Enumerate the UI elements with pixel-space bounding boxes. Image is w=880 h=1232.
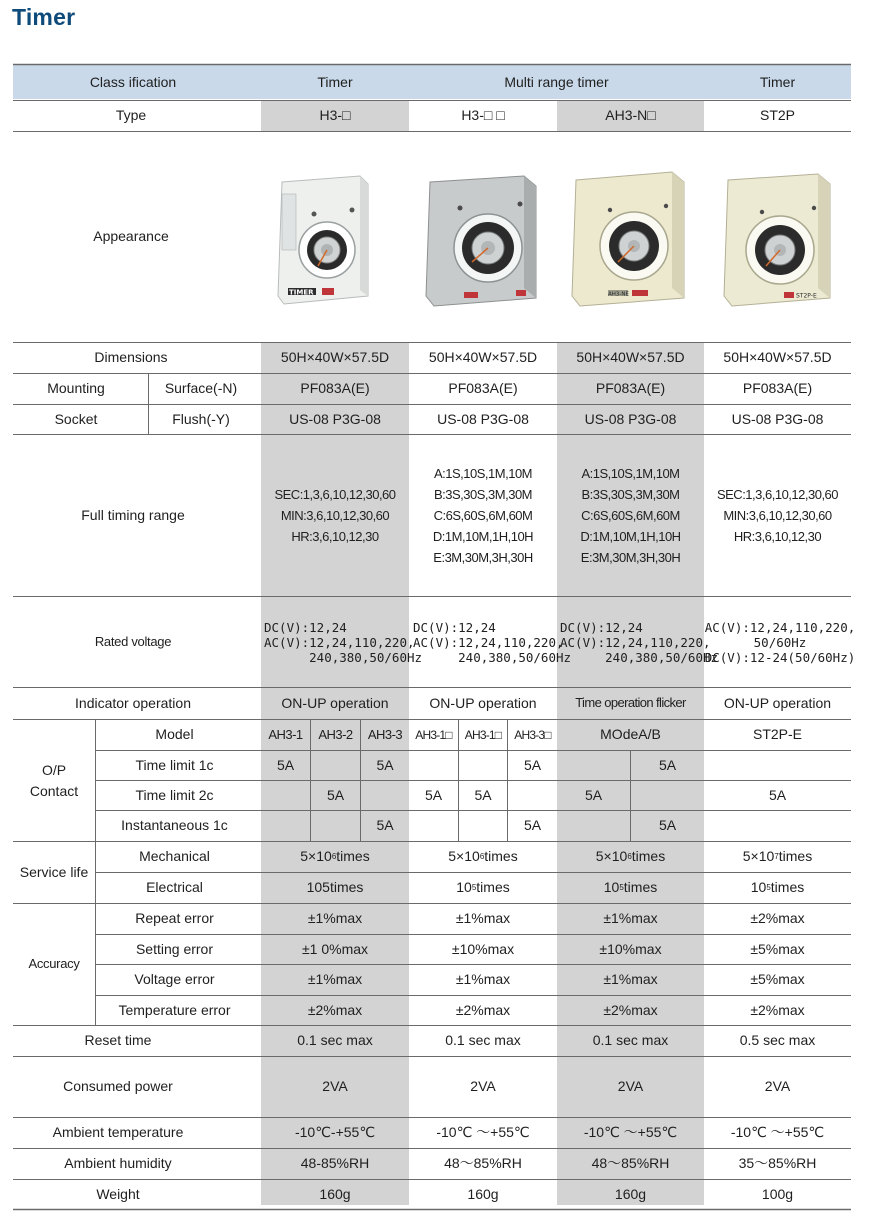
- time-limit-2c-label: Time limit 2c: [135, 786, 214, 803]
- accuracy-value: ±5%max: [750, 971, 805, 988]
- consumed-power-value: 2VA: [617, 1078, 644, 1095]
- op-contact-label: O/P Contact: [29, 761, 79, 799]
- reset-time-value: 0.1 sec max: [592, 1032, 669, 1049]
- mounting-value: PF083A(E): [448, 380, 518, 397]
- timer-h3-image: [272, 170, 372, 310]
- voltage-value: AC(V):12,24,110,220, 50/60Hz DC(V):12-24(50/60Hz): [704, 619, 856, 665]
- setting-error-label: Setting error: [135, 940, 214, 957]
- accuracy-value: ±2%max: [603, 1001, 658, 1018]
- op-cell: [459, 811, 507, 841]
- op-cell: 5A: [658, 817, 677, 834]
- indicator-value: Time operation flicker: [575, 695, 686, 711]
- mechanical-value: 5×10 6 times: [300, 848, 370, 865]
- op-cell: 5A: [768, 786, 787, 803]
- weight-value: 160g: [319, 1185, 351, 1202]
- accuracy-value: ±1%max: [307, 971, 363, 988]
- op-cell: [704, 811, 851, 841]
- op-cell: [261, 811, 310, 841]
- op-cell: [508, 781, 557, 810]
- type-value: AH3-N□: [605, 107, 656, 124]
- op-cell: 5A: [523, 817, 542, 834]
- timing-value: A:1S,10S,1M,10M B:3S,30S,3M,30M C:6S,60S,6M,60M D:1M,10M,1H,10H E:3M,30M,3H,30H: [432, 466, 534, 565]
- accuracy-value: ±2%max: [750, 1001, 805, 1018]
- timing-value: SEC:1,3,6,10,12,30,60 MIN:3,6,10,12,30,60 HR:3,6,10,12,30: [716, 487, 839, 544]
- op-cell: 5A: [424, 786, 443, 803]
- op-cell: 5A: [658, 756, 677, 773]
- op-cell: [557, 751, 630, 780]
- type-label: Type: [115, 107, 147, 124]
- ambient-humidity-value: 48～85%RH: [591, 1155, 670, 1172]
- op-cell: 5A: [376, 756, 394, 773]
- dimensions-value: 50H×40W×57.5D: [428, 349, 538, 366]
- weight-label: Weight: [96, 1185, 140, 1202]
- voltage-label: Rated voltage: [94, 633, 172, 649]
- socket-value: US-08 P3G-08: [584, 410, 677, 427]
- type-value: H3-□ □: [461, 107, 505, 124]
- accuracy-value: ±1%max: [603, 910, 658, 927]
- header-multi-range: Multi range timer: [504, 73, 609, 90]
- device-label: AH3-NE: [608, 291, 629, 298]
- timer-h3-multi-image: [420, 170, 545, 310]
- header-timer-1: Timer: [317, 73, 353, 90]
- voltage-value: DC(V):12,24 AC(V):12,24,110,220, 240,380,50/60Hz: [264, 619, 423, 665]
- op-cell: [704, 751, 851, 780]
- dimensions-label: Dimensions: [94, 349, 168, 366]
- accuracy-value: ±1 0%max: [301, 940, 369, 957]
- accuracy-label: Accuracy: [28, 956, 80, 972]
- consumed-power-value: 2VA: [470, 1078, 496, 1095]
- weight-value: 160g: [467, 1185, 499, 1202]
- dimensions-value: 50H×40W×57.5D: [576, 349, 685, 366]
- dimensions-value: 50H×40W×57.5D: [280, 349, 390, 366]
- mounting-label: Mounting: [47, 380, 105, 397]
- mounting-value: PF083A(E): [300, 380, 370, 397]
- timer-st2p-image: [718, 168, 836, 313]
- reset-time-value: 0.1 sec max: [297, 1032, 373, 1049]
- accuracy-value: ±10%max: [599, 940, 662, 957]
- accuracy-value: ±2%max: [307, 1001, 363, 1018]
- ambient-temperature-value: -10℃ ～+55℃: [436, 1124, 530, 1141]
- op-cell: 5A: [276, 756, 295, 773]
- op-cell: [631, 781, 704, 810]
- op-cell: [459, 751, 507, 780]
- op-cell: [361, 781, 409, 810]
- op-cell: [311, 811, 360, 841]
- accuracy-value: ±1%max: [455, 910, 511, 927]
- socket-value: US-08 P3G-08: [731, 410, 824, 427]
- model-value: ST2P-E: [752, 726, 802, 743]
- time-limit-1c-label: Time limit 1c: [135, 756, 214, 773]
- ambient-humidity-value: 48～85%RH: [444, 1155, 522, 1172]
- timing-label: Full timing range: [81, 506, 185, 523]
- consumed-power-value: 2VA: [764, 1078, 791, 1095]
- electrical-value: 105times: [306, 879, 364, 896]
- socket-value: US-08 P3G-08: [437, 410, 529, 427]
- model-label: Model: [155, 726, 194, 743]
- mechanical-value: 5×10 7 times: [742, 848, 813, 865]
- model-value: AH3-3□: [514, 727, 551, 742]
- accuracy-value: ±1%max: [455, 971, 511, 988]
- model-value: AH3-1□: [415, 727, 452, 742]
- electrical-label: Electrical: [146, 879, 203, 896]
- ambient-temperature-value: -10℃ ～+55℃: [583, 1124, 678, 1141]
- type-value: H3-□: [319, 107, 351, 124]
- ambient-humidity-value: 48-85%RH: [300, 1155, 370, 1172]
- indicator-value: ON-UP operation: [429, 694, 537, 711]
- header-classification: Class ification: [89, 73, 177, 90]
- socket-sub-label: Flush(-Y): [172, 410, 230, 427]
- ambient-humidity-label: Ambient humidity: [64, 1155, 172, 1172]
- ambient-temperature-value: -10℃-+55℃: [294, 1124, 376, 1141]
- device-label: TIMER: [289, 288, 314, 297]
- op-cell: 5A: [376, 817, 394, 834]
- page-title: Timer: [12, 4, 76, 30]
- model-value: AH3-3: [367, 726, 403, 742]
- timing-value: A:1S,10S,1M,10M B:3S,30S,3M,30M C:6S,60S,6M,60M D:1M,10M,1H,10H E:3M,30M,3H,30H: [580, 466, 681, 565]
- electrical-value: 10 5 times: [750, 879, 805, 896]
- weight-value: 160g: [614, 1185, 647, 1202]
- socket-value: US-08 P3G-08: [289, 410, 381, 427]
- mechanical-value: 5×10 6 times: [595, 848, 666, 865]
- accuracy-value: ±2%max: [455, 1001, 511, 1018]
- reset-time-value: 0.1 sec max: [445, 1032, 521, 1049]
- accuracy-value: ±1%max: [307, 910, 363, 927]
- op-cell: [311, 751, 360, 780]
- op-cell: [557, 811, 630, 841]
- model-value: AH3-2: [318, 726, 353, 742]
- mechanical-label: Mechanical: [139, 848, 210, 865]
- header-timer-2: Timer: [759, 73, 796, 90]
- accuracy-value: ±10%max: [451, 940, 515, 957]
- indicator-label: Indicator operation: [75, 694, 191, 711]
- op-cell: [409, 811, 458, 841]
- weight-value: 100g: [761, 1185, 794, 1202]
- consumed-power-value: 2VA: [322, 1078, 348, 1095]
- device-label: ST2P-E: [796, 292, 817, 300]
- indicator-value: ON-UP operation: [281, 694, 389, 711]
- temperature-error-label: Temperature error: [118, 1001, 231, 1018]
- mounting-value: PF083A(E): [742, 380, 813, 397]
- mechanical-value: 5×10 6 times: [448, 848, 518, 865]
- electrical-value: 10 5 times: [456, 879, 510, 896]
- timing-value: SEC:1,3,6,10,12,30,60 MIN:3,6,10,12,30,60 HR:3,6,10,12,30: [274, 487, 396, 544]
- timer-ah3-image: [568, 166, 688, 311]
- model-value: MOdeA/B: [600, 726, 661, 743]
- ambient-humidity-value: 35～85%RH: [738, 1155, 817, 1172]
- voltage-error-label: Voltage error: [134, 971, 215, 988]
- accuracy-value: ±1%max: [603, 971, 658, 988]
- instantaneous-1c-label: Instantaneous 1c: [121, 817, 228, 834]
- reset-time-value: 0.5 sec max: [739, 1032, 816, 1049]
- reset-time-label: Reset time: [84, 1032, 152, 1049]
- op-cell: 5A: [326, 786, 345, 803]
- electrical-value: 10 5 times: [603, 879, 658, 896]
- type-value: ST2P: [759, 107, 795, 124]
- op-cell: [261, 781, 310, 810]
- accuracy-value: ±5%max: [750, 940, 805, 957]
- mounting-value: PF083A(E): [595, 380, 666, 397]
- socket-label: Socket: [54, 410, 98, 427]
- mounting-sub-label: Surface(-N): [164, 380, 238, 397]
- op-cell: 5A: [584, 786, 603, 803]
- ambient-temperature-value: -10℃ ～+55℃: [730, 1124, 825, 1141]
- voltage-value: DC(V):12,24 AC(V):12,24,110,220, 240,380,50/60Hz: [413, 619, 572, 665]
- model-value: AH3-1: [268, 726, 303, 742]
- appearance-label: Appearance: [93, 228, 169, 245]
- service-life-label: Service life: [19, 863, 89, 880]
- repeat-error-label: Repeat error: [135, 910, 214, 927]
- consumed-power-label: Consumed power: [63, 1078, 173, 1095]
- indicator-value: ON-UP operation: [723, 694, 832, 711]
- voltage-value: DC(V):12,24 AC(V):12,24,110,220, 240,380,50/60Hz: [560, 619, 719, 665]
- accuracy-value: ±2%max: [750, 910, 805, 927]
- op-cell: 5A: [474, 786, 492, 803]
- dimensions-value: 50H×40W×57.5D: [723, 349, 832, 366]
- ambient-temperature-label: Ambient temperature: [52, 1124, 184, 1141]
- op-cell: 5A: [523, 756, 542, 773]
- model-value: AH3-1□: [464, 727, 502, 742]
- op-cell: [409, 751, 458, 780]
